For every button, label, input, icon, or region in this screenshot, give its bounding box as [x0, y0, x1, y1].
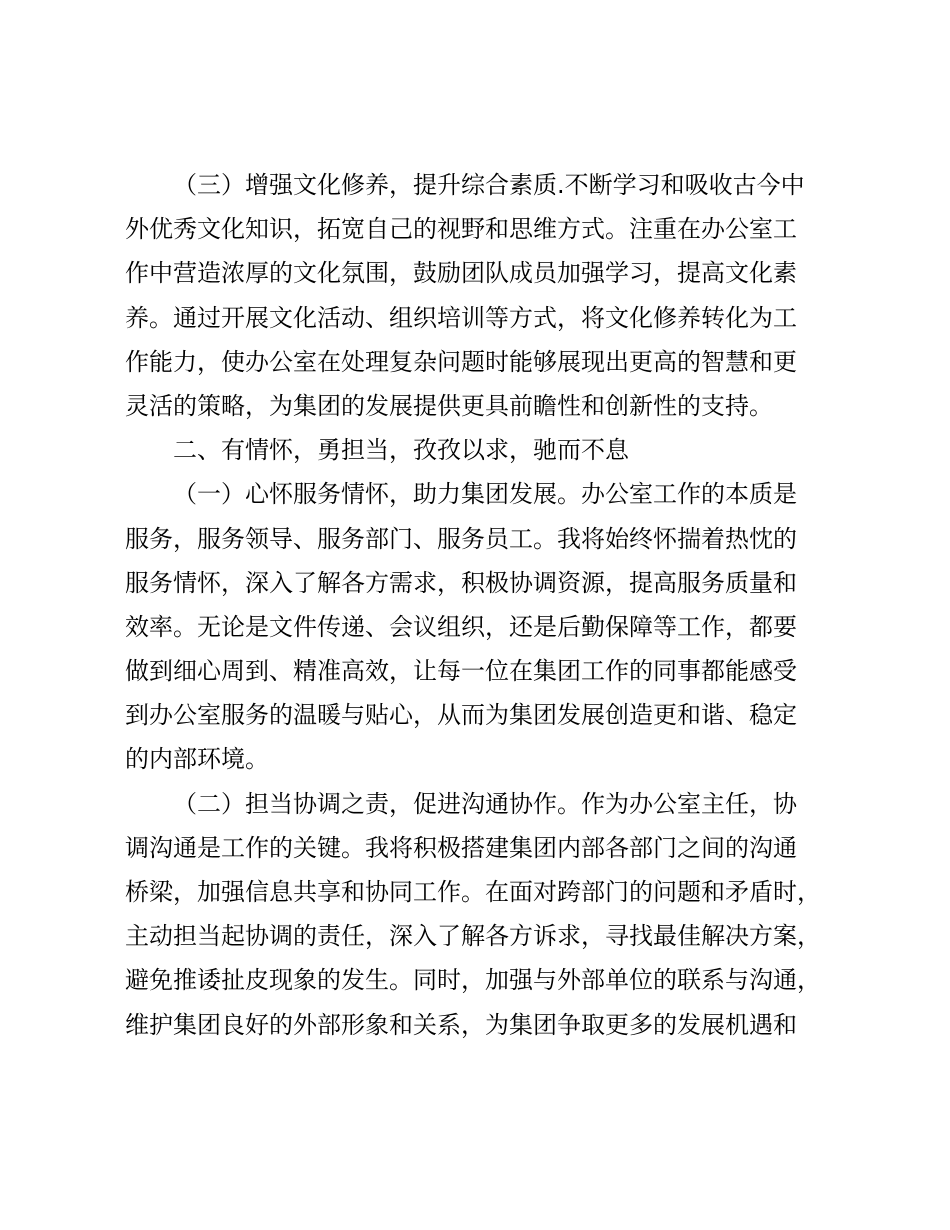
section-heading-2: 二、有情怀，勇担当，孜孜以求，驰而不息: [173, 436, 629, 465]
paragraph-3-1-line-4: 养。通过开展文化活动、组织培训等方式，将文化修养转化为工: [125, 303, 797, 332]
paragraph-2-2-line-3: 桥梁，加强信息共享和协同工作。在面对跨部门的问题和矛盾时，: [125, 878, 821, 906]
paragraph-3-1-line-3: 作中营造浓厚的文化氛围，鼓励团队成员加强学习，提高文化素: [125, 259, 797, 288]
paragraph-3-1-line-1: （三）增强文化修养，提升综合素质.不断学习和吸收古今中: [173, 171, 805, 199]
paragraph-3-1-line-2: 外优秀文化知识，拓宽自己的视野和思维方式。注重在办公室工: [125, 215, 797, 244]
paragraph-2-2-line-2: 调沟通是工作的关键。我将积极搭建集团内部各部门之间的沟通: [125, 833, 797, 862]
document-body: [125, 163, 843, 1047]
paragraph-2-2-line-4: 主动担当起协调的责任，深入了解各方诉求，寻找最佳解决方案，: [125, 922, 821, 951]
paragraph-2-1-line-5: 做到细心周到、精准高效，让每一位在集团工作的同事都能感受: [125, 657, 797, 686]
paragraph-2-1-line-2: 服务，服务领导、服务部门、服务员工。我将始终怀揣着热忱的: [125, 524, 797, 553]
paragraph-2-1-line-6: 到办公室服务的温暖与贴心，从而为集团发展创造更和谐、稳定: [125, 701, 797, 730]
paragraph-3-1-line-6: 灵活的策略，为集团的发展提供更具前瞻性和创新性的支持。: [125, 391, 773, 420]
paragraph-2-1-line-3: 服务情怀，深入了解各方需求，积极协调资源，提高服务质量和: [125, 568, 797, 597]
paragraph-2-1-line-4: 效率。无论是文件传递、会议组织，还是后勤保障等工作，都要: [125, 612, 797, 641]
paragraph-2-2-line-5: 避免推诿扯皮现象的发生。同时，加强与外部单位的联系与沟通，: [125, 966, 821, 995]
paragraph-2-2-line-1: （二）担当协调之责，促进沟通协作。作为办公室主任，协: [173, 789, 797, 818]
paragraph-2-1-line-1: （一）心怀服务情怀，助力集团发展。办公室工作的本质是: [173, 480, 797, 509]
paragraph-2-2-line-6: 维护集团良好的外部形象和关系，为集团争取更多的发展机遇和: [125, 1010, 797, 1039]
paragraph-2-1-line-7: 的内部环境。: [125, 745, 269, 774]
paragraph-3-1-line-5: 作能力，使办公室在处理复杂问题时能够展现出更高的智慧和更: [125, 347, 797, 376]
